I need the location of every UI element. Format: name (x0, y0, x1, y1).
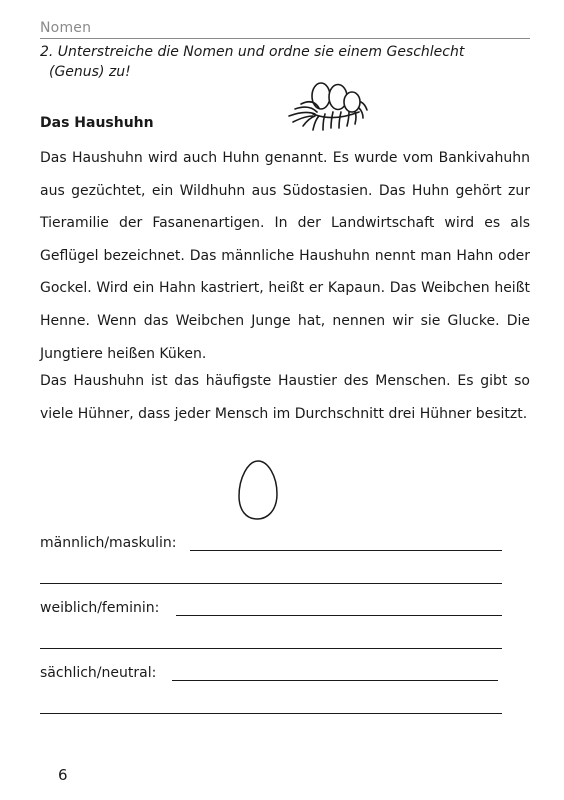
feminine-answer-line-1 (176, 615, 502, 616)
masculine-answer-line-2 (40, 583, 502, 584)
article-title: Das Haushuhn (40, 115, 154, 131)
neuter-answer-line-1 (172, 680, 498, 681)
page-number: 6 (58, 766, 68, 784)
egg-icon (235, 458, 281, 522)
masculine-label: männlich/maskulin: (40, 535, 177, 551)
feminine-answer-line-2 (40, 648, 502, 649)
masculine-answer-line-1 (190, 550, 502, 551)
article-paragraph-1: Das Haushuhn wird auch Huhn genannt. Es wurde vom Bankivahuhn aus gezüchtet, ein Wildhuhn aus Südostasien. Das Huhn gehört zur Tieramilie der Fasanenartigen. In der Landwirtschaft wird es als Geflügel bezeichnet. Das männliche Haushuhn nennt man Hahn oder Gockel. Wird ein Hahn kastriert, heißt er Kapaun. Das Weibchen heißt Henne. Wenn das Weibchen Junge hat, nennen wir sie Glucke. Die Jungtiere heißen Küken. (40, 150, 530, 362)
neuter-label: sächlich/neutral: (40, 665, 157, 681)
header-section-label: Nomen (40, 20, 92, 36)
article-paragraph-2: Das Haushuhn ist das häufigste Haustier des Menschen. Es gibt so viele Hühner, dass jeder Mensch im Durchschnitt drei Hühner besitzt. (40, 373, 530, 422)
header-divider (40, 38, 530, 39)
feminine-label: weiblich/feminin: (40, 600, 160, 616)
neuter-answer-line-2 (40, 713, 502, 714)
nest-with-eggs-icon (283, 78, 371, 133)
task-instruction-line1: 2. Unterstreiche die Nomen und ordne sie einem Geschlecht (40, 44, 465, 60)
task-instruction-line2: (Genus) zu! (49, 64, 131, 80)
task-instruction (40, 42, 530, 82)
